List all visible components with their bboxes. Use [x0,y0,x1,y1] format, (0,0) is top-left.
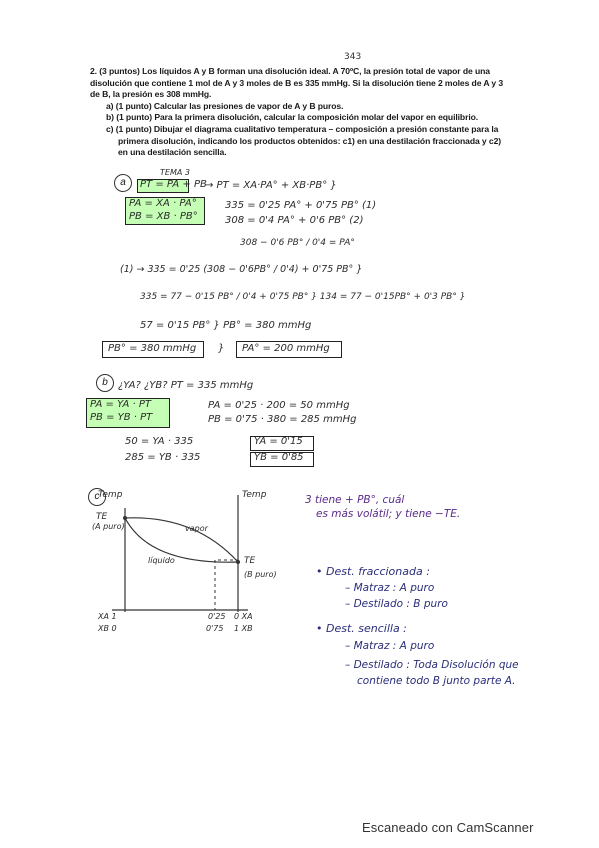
dalton-a: PA = YA · PT [90,399,151,410]
dalton-b: PB = YB · PT [90,412,153,423]
axis-mid1: 0'25 [208,612,226,621]
law-total: PT = PA + PB [140,179,207,190]
result-pa: PA° = 200 mmHg [242,343,330,354]
tema-label: TEMA 3 [160,168,190,177]
problem-part-c: c) (1 punto) Dibujar el diagrama cualitativo temperatura – composición a presión constante para la primera disolución, indicando los productos obtenidos: c1) en una destilación fraccionada y c2) en una destilación sencilla. [106,123,502,158]
te-right-point [236,560,240,564]
result-pb: PB° = 380 mmHg [108,343,197,354]
te-left: TE [96,512,108,522]
fractional-distillate: – Destilado : B puro [345,598,448,610]
raoult-a: PA = XA · PA° [129,198,197,209]
eq-main: → PT = XA·PA° + XB·PB° } [205,180,337,191]
axis-xa-left: XA 1 [98,612,117,621]
res-yb: YB = 0'85 [254,452,304,463]
res-ya: YA = 0'15 [254,436,303,447]
raoult-b: PB = XB · PB° [129,211,198,222]
te-right-sub: (B puro) [244,570,277,579]
sub-1: (1) → 335 = 0'25 (308 − 0'6PB° / 0'4) + 0'75 PB° } [120,264,363,275]
part-c-label: c [88,488,106,506]
page-number: 343 [344,52,362,62]
problem-part-a: a) (1 punto) Calcular las presiones de vapor de A y B puros. [106,100,344,111]
problem-intro: 2. (3 puntos) Los líquidos A y B forman una disolución ideal. A 70ºC, la presión total de vapor de una disolución que contiene 1 mol de A y 3 moles de B es 335 mmHg. Si la disolución tiene 2 moles de A y 3 de B, la presión es 308 mmHg. [90,66,504,100]
note-2: es más volátil; y tiene −TE. [316,508,461,520]
vapor-curve [125,518,238,562]
axis-xb-right: 1 XB [234,624,253,633]
simple-distillate: – Destilado : Toda Disolución que [345,659,519,671]
te-right: TE [244,556,256,566]
part-b-label: b [96,374,114,392]
liquid-label: líquido [148,556,175,565]
axis-mid2: 0'75 [206,624,224,633]
axis-xa-right: 0 XA [234,612,253,621]
fractional-title: • Dest. fraccionada : [316,565,430,578]
solve-b: 285 = YB · 335 [125,452,201,463]
sub-2: 335 = 77 − 0'15 PB° / 0'4 + 0'75 PB° } 134 = 77 − 0'15PB° + 0'3 PB° } [140,292,466,302]
part-a-label: a [114,174,132,192]
fractional-flask: – Matraz : A puro [345,582,435,594]
note-1: 3 tiene + PB°, cuál [305,494,405,506]
eq-2: 308 = 0'4 PA° + 0'6 PB° (2) [225,215,364,226]
solve-a: 50 = YA · 335 [125,436,194,447]
eq-solve: 308 − 0'6 PB° / 0'4 = PA° [240,238,355,248]
scanner-watermark: Escaneado con CamScanner [362,820,534,835]
te-left-sub: (A puro) [92,522,125,531]
simple-title: • Dest. sencilla : [316,622,407,635]
simple-distillate-cont: contiene todo B junto parte A. [357,675,516,687]
vapor-label: vapor [185,524,208,533]
axis-xb-left: XB 0 [98,624,117,633]
sub-3: 57 = 0'15 PB° } PB° = 380 mmHg [140,320,312,331]
problem-part-b: b) (1 punto) Para la primera disolución, calcular la composición molar del vapor en equilibrio. [106,112,479,123]
diagram-ylabel-left: Temp [98,490,123,500]
simple-flask: – Matraz : A puro [345,640,435,652]
part-b-question: ¿YA? ¿YB? PT = 335 mmHg [118,380,254,391]
result-sep: } [218,343,225,354]
calc-b: PB = 0'75 · 380 = 285 mmHg [208,414,357,425]
eq-1: 335 = 0'25 PA° + 0'75 PB° (1) [225,200,377,211]
diagram-ylabel-right: Temp [242,490,267,500]
calc-a: PA = 0'25 · 200 = 50 mmHg [208,400,350,411]
te-left-point [123,516,127,520]
